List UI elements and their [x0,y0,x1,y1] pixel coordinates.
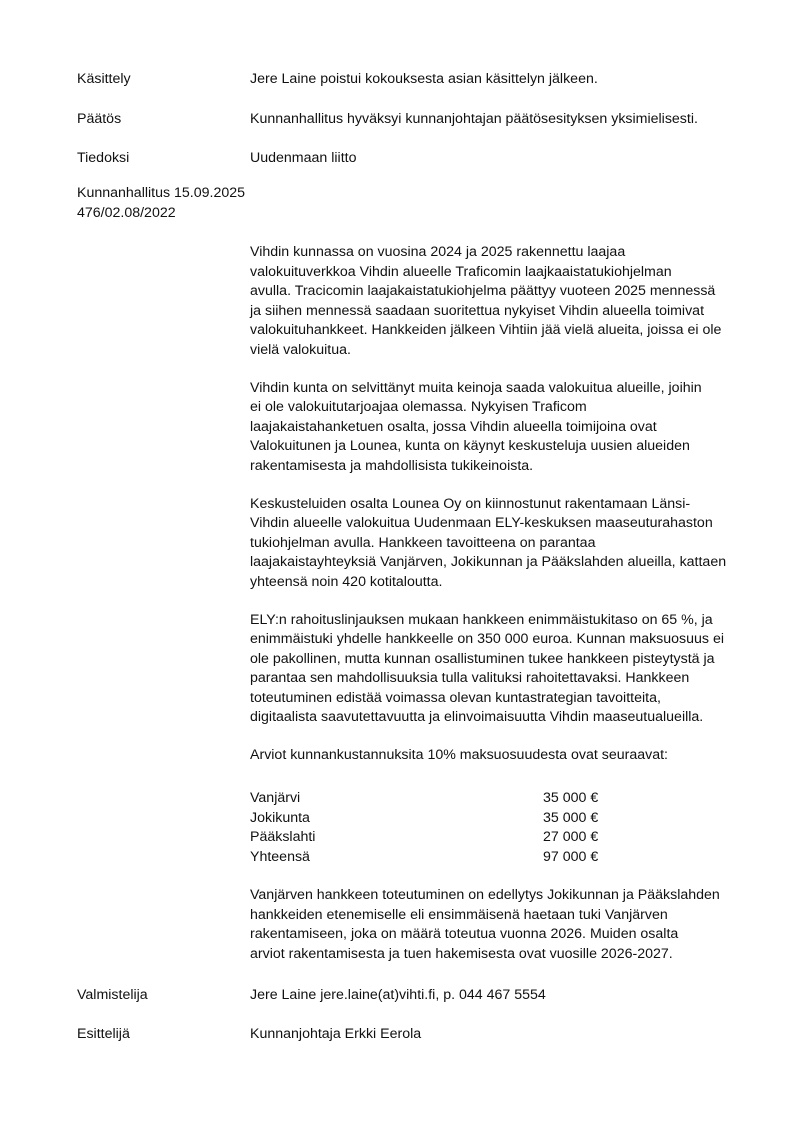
cost-amount: 35 000 € [543,809,599,826]
text-line: Vihdin kunnassa on vuosina 2024 ja 2025 rakennettu laajaa [250,244,626,260]
cost-area: Vanjärvi [250,790,301,806]
text-line: laajakaistahanketuen osalta, jossa Vihdin alueella toimijoina ovat [250,418,657,435]
text-line: ole pakollinen, mutta kunnan osallistuminen tukee hankkeen pisteytystä ja [250,650,715,667]
tiedoksi-value: Uudenmaan liitto [250,150,357,166]
cost-total-amount: 97 000 € [543,848,599,865]
cost-amount: 35 000 € [543,790,599,806]
cost-row [250,809,610,829]
cost-area: Pääkslahti [250,829,316,846]
kasittely-value: Jere Laine poistui kokouksesta asian käsittelyn jälkeen. [250,71,598,87]
esittelija-value: Kunnanjohtaja Erkki Eerola [250,1026,422,1042]
closing-text [250,886,750,982]
cost-amount: 27 000 € [543,829,599,846]
text-line: Vihdin kunta on selvittänyt muita keinoja saada valokuitua alueille, joihin [250,379,702,396]
esittelija-label: Esittelijä [77,1026,130,1042]
valmistelija-label: Valmistelija [77,987,148,1003]
cost-total-row [250,848,610,868]
cost-row [250,828,610,848]
text-line: avulla. Tracicomin laajakaistatukiohjelma päättyy vuoteen 2025 mennessä [250,283,716,300]
body-text [250,243,750,784]
text-line: yhteensä noin 420 kotitaloutta. [250,573,443,590]
text-line: Vanjärven hankkeen toteutuminen on edellytys Jokikunnan ja Pääkslahden [250,887,720,903]
paragraph [250,611,750,729]
text-line: Vihdin alueelle valokuitua Uudenmaan ELY-keskuksen maaseuturahaston [250,515,713,532]
text-line: ei ole valokuitutarjoajaa olemassa. Nykyisen Traficom [250,399,587,416]
text-line: rakentamiseen, joka on määrä toteutua vuonna 2026. Muiden osalta [250,926,679,943]
paragraph [250,243,750,361]
text-line: parantaa sen mahdollisuuksia tulla valituksi rahoitettavaksi. Hankkeen [250,670,690,687]
paatos-value: Kunnanhallitus hyväksyi kunnanjohtajan päätösesityksen yksimielisesti. [250,111,698,127]
text-line: valokuituverkkoa Vihdin alueelle Traficomin laajkaaistatukiohjelman [250,263,672,280]
meeting-title: Kunnanhallitus 15.09.2025 [77,185,246,201]
text-line: rakentamisesta ja mahdollisista tukikeinoista. [250,457,534,474]
meeting-header [77,183,245,223]
text-line: toteutuminen edistää voimassa olevan kuntastrategian tavoitteita, [250,689,661,706]
text-line: ja siihen mennessä saadaan suoritettua nykyiset Vihdin alueella toimivat [250,302,705,319]
text-line: vielä valokuitua. [250,341,351,358]
text-line: valokuituhankkeet. Hankkeiden jälkeen Vihtiin jää vielä alueita, joissa ei ole [250,322,722,339]
cost-total-label: Yhteensä [250,848,310,865]
cost-row [250,789,610,809]
kasittely-label: Käsittely [77,71,131,87]
text-line: digitaalista saavutettavuutta ja elinvoimaisuutta Vihdin maaseutualueilla. [250,709,704,726]
text-line: Valokuitunen ja Lounea, kunta on käynyt keskusteluja uusien alueiden [250,438,690,455]
paragraph [250,886,750,964]
paragraph [250,746,750,766]
cost-table [250,789,610,867]
tiedoksi-label: Tiedoksi [77,150,130,166]
paatos-label: Päätös [77,111,122,127]
text-line: arviot rakentamisesta ja tuen hakemisesta ovat vuosille 2026-2027. [250,945,673,962]
text-line: enimmäistuki yhdelle hankkeelle on 350 000 euroa. Kunnan maksuosuus ei [250,631,725,648]
text-line: hankkeiden etenemiselle eli ensimmäisenä haetaan tuki Vanjärven [250,906,668,923]
case-number: 476/02.08/2022 [77,205,176,221]
text-line: laajakaistayhteyksiä Vanjärven, Jokikunnan ja Pääkslahden alueilla, kattaen [250,554,727,571]
text-line: Arviot kunnankustannuksita 10% maksuosuudesta ovat seuraavat: [250,747,668,764]
paragraph [250,495,750,593]
text-line: tukiohjelman avulla. Hankkeen tavoitteena on parantaa [250,534,596,551]
text-line: Keskusteluiden osalta Lounea Oy on kiinnostunut rakentamaan Länsi- [250,495,691,512]
paragraph [250,379,750,477]
valmistelija-value: Jere Laine jere.laine(at)vihti.fi, p. 044 467 5554 [250,987,546,1003]
text-line: ELY:n rahoituslinjauksen mukaan hankkeen enimmäistukitaso on 65 %, ja [250,611,713,628]
cost-area: Jokikunta [250,809,310,826]
